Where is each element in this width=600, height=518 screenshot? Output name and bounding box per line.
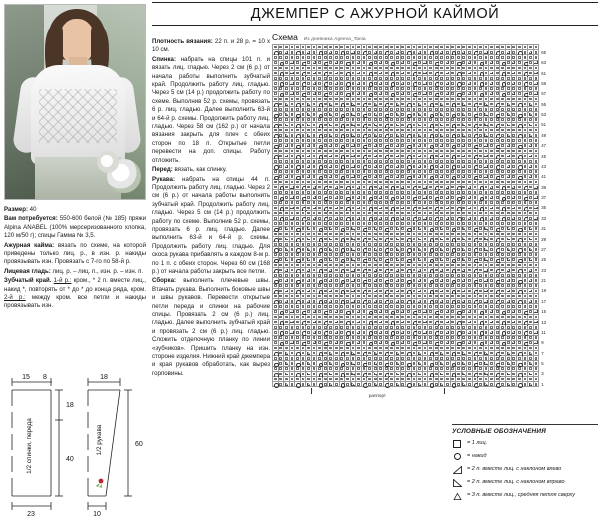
- assembly-label: Сборка:: [152, 277, 176, 285]
- decor-flower-small: [97, 151, 119, 173]
- chart-row-number: 43: [541, 163, 547, 169]
- chart-title: Схема: [272, 32, 298, 42]
- density-value: 22 п. и 28 р. = 10 х 10 см.: [152, 38, 271, 54]
- title-rule-bottom: [152, 25, 598, 26]
- front-line: [152, 166, 270, 174]
- chart-grid: [272, 44, 553, 387]
- knitting-chart: [272, 32, 598, 402]
- schematic-body-label: 1/2 спинки, переда: [26, 418, 33, 474]
- chart-row-number: 49: [541, 132, 547, 138]
- legend-item: [452, 439, 598, 448]
- assembly-line: [152, 277, 270, 378]
- toothed-text2: между кром. все петли и накиды провязывать изн.: [4, 294, 147, 310]
- schematic-sleeve-label: 1/2 рукава: [96, 424, 103, 456]
- chart-row-number: 27: [541, 246, 547, 252]
- legend-item-label: = 2 п. вместе лиц. с наклоном влево: [467, 466, 562, 472]
- size-value: 40: [27, 206, 37, 213]
- chart-row-number: 61: [541, 70, 547, 76]
- instructions-column: [152, 38, 270, 516]
- stocking-line: [4, 268, 146, 276]
- chart-row-number: 31: [541, 226, 547, 232]
- chart-row-number: 33: [541, 215, 547, 221]
- materials-value: 550-600 белой (№ 185) пряжи Alpina ANABEL (100% мерсеризованного хлопка, 120 м/50 г); спицы Гамма № 3,5.: [4, 215, 146, 240]
- legend-item-label: = 3 п. вместе лиц., средняя петля сверху: [467, 492, 575, 498]
- chart-row-number: 19: [541, 288, 547, 294]
- lace-value: вязать по схеме, на которой приведены только лиц. р., в изн. р. накиды провязывать изн. Провязать с 7-го по 58-й р.: [4, 241, 146, 266]
- back-line: [152, 56, 270, 165]
- stocking-value: лиц. р. – лиц. п., изн. р. – изн. п.: [50, 267, 144, 275]
- toothed-row2-label: 2-й р.:: [4, 294, 26, 302]
- chart-row-number: 23: [541, 267, 547, 273]
- chart-row-number: 47: [541, 143, 547, 149]
- chart-row-number: 11: [541, 329, 546, 335]
- materials-text-block: [4, 206, 146, 311]
- chart-row-number: 59: [541, 80, 547, 86]
- legend-item-label: = 2 п. вместе лиц. с наклоном вправо: [467, 479, 565, 485]
- dim-sleeve-right: 60: [135, 441, 143, 448]
- dim-body-lower-right: 40: [66, 456, 74, 463]
- chart-row-number: 55: [541, 101, 547, 107]
- white-lace-jumper: [31, 65, 125, 165]
- schematic-svg: [2, 368, 148, 516]
- triangle-left-icon: [452, 465, 463, 474]
- garment-measurement-diagram: [2, 368, 148, 516]
- chart-header: [272, 32, 598, 42]
- rapport-tick-left: [311, 388, 312, 394]
- chart-row-number: 29: [541, 236, 547, 242]
- chart-row-number: 57: [541, 91, 547, 97]
- chart-row-number: 13: [541, 319, 547, 325]
- triangle-right-icon: [452, 478, 463, 487]
- rapport-marker-row: [272, 388, 598, 402]
- chart-grid-wrap: [272, 44, 598, 387]
- dim-sleeve-bottom: 10: [93, 511, 101, 516]
- materials-line: [4, 215, 146, 240]
- chart-row-number: 5: [541, 361, 544, 367]
- chart-row-number: 53: [541, 112, 547, 118]
- size-label: Размер:: [4, 206, 28, 213]
- chart-row-number: 45: [541, 153, 547, 159]
- legend-item: [452, 452, 598, 461]
- square-icon: [452, 439, 463, 448]
- page-title: ДЖЕМПЕР С АЖУРНОЙ КАЙМОЙ: [250, 6, 500, 22]
- assembly-value: выполнить плечевые швы. Втачать рукава. Выполнить боковые швы и швы рукавов. Перевести открытые петли переда и спинки на рабочие спицы. Провязать 2 см (6 р.) лиц. гладью. Далее выполнить зубчатый край и провязать 2 см (6 р.) лиц. гладью. Сложить отделочную планку по линии «зубчиков». Пришить планку на изн. стороне изделия. Нижний край джемпера и края рукавов обработать, как вырез горловины.: [152, 277, 270, 377]
- legend-item-label: = 1 лиц.: [467, 440, 488, 446]
- lace-label: Ажурная кайма:: [4, 241, 55, 249]
- legend-item-label: = накид: [467, 453, 487, 459]
- back-value: набрать на спицы 101 п. и вязать лиц. гладью. Через 2 см (6 р.) от начала работы выполнить зубчатый край. Продолжить работу лиц. гладью. Через 5 см (14 р.) продолжить работу по схеме. Выполнив 52 р. схемы, провязать 6 р. лиц. гладью. Далее выполнить 63-й и 64-й р. схемы. Продолжить работу лиц. гладью. Через 58 см (162 р.) от начала вязания закрыть для плеч с обеих сторон по 18 п. Открытые петли перевести на доп. спицы. Работу отложить.: [152, 55, 270, 164]
- legend-item: [452, 491, 598, 500]
- toothed-label: Зубчатый край.: [4, 277, 52, 285]
- sleeves-line: [152, 176, 270, 277]
- dim-body-top-left: 15: [22, 374, 30, 381]
- triangle-middle-icon: [452, 491, 463, 500]
- decor-rose-icon: [96, 479, 103, 488]
- circle-icon: [452, 452, 463, 461]
- chart-row-number: 25: [541, 257, 547, 263]
- legend-item: [452, 478, 598, 487]
- chart-row-number: 41: [541, 174, 547, 180]
- legend-title: УСЛОВНЫЕ ОБОЗНАЧЕНИЯ: [452, 428, 547, 435]
- chart-row-number: 1: [541, 381, 544, 387]
- article-title-block: [152, 2, 598, 26]
- dim-body-bottom: 23: [27, 511, 35, 516]
- legend-item: [452, 465, 598, 474]
- chart-legend: [452, 424, 598, 504]
- chart-row-number: 65: [541, 49, 547, 55]
- chart-row-number: 21: [541, 278, 547, 284]
- chart-row-number: 63: [541, 60, 547, 66]
- toothed-row1-label: 1-й р.:: [53, 277, 72, 285]
- chart-row-number: 9: [541, 340, 544, 346]
- dim-body-top-right: 8: [43, 374, 47, 381]
- rapport-label: раппорт: [368, 393, 387, 399]
- chart-row: [273, 382, 553, 387]
- stocking-label: Лицевая гладь:: [4, 267, 51, 275]
- chart-row-number: 3: [541, 371, 544, 377]
- density-label: Плотность вязания:: [152, 38, 213, 45]
- chart-row-number: 51: [541, 122, 547, 128]
- front-label: Перед:: [152, 166, 173, 174]
- rapport-tick-right: [444, 388, 445, 394]
- size-line: [4, 206, 146, 214]
- chart-row-number: 17: [541, 298, 547, 304]
- dim-sleeve-top: 18: [100, 374, 108, 381]
- chart-row-number: 7: [541, 350, 544, 356]
- chart-row-number: 15: [541, 309, 547, 315]
- back-label: Спинка:: [152, 55, 176, 63]
- materials-label: Вам потребуется:: [4, 215, 58, 223]
- model-photo: [4, 4, 146, 200]
- chart-row-number: 39: [541, 184, 547, 190]
- lace-line: [4, 242, 146, 267]
- density-line: [152, 38, 270, 55]
- chart-credit: Из дневника Ageeva_Tania: [303, 36, 366, 41]
- chart-row-number: 35: [541, 205, 547, 211]
- dim-body-upper-right: 18: [66, 402, 74, 409]
- toothed-line: [4, 277, 146, 311]
- front-value: вязать, как спинку.: [172, 166, 227, 174]
- toothed-text1: кром., * 2 п. вместе лиц., накид *, повторять от * до * до конца ряда, кром.: [4, 277, 146, 293]
- sleeves-label: Рукава:: [152, 175, 175, 183]
- chart-row-number: 37: [541, 195, 547, 201]
- sleeves-value: набрать на спицы 44 п. Продолжить работу лиц. гладью. Через 2 см (6 р.) от начала работы выполнить зубчатый край. Продолжить работу лиц. гладью. Через 5 см (14 р.) продолжить работу по схеме. Выполнив 52 р. схемы, провязать 6 р. лиц. гладью. Далее выполнить 63-й и 64-й р. схемы. Продолжить работу лиц. гладью. Для скоса рукава прибавлять в каждом 8-м р. по 1 п. с обеих сторон. Через 60 см (168 р.) от начала работы закрыть все петли.: [152, 175, 270, 275]
